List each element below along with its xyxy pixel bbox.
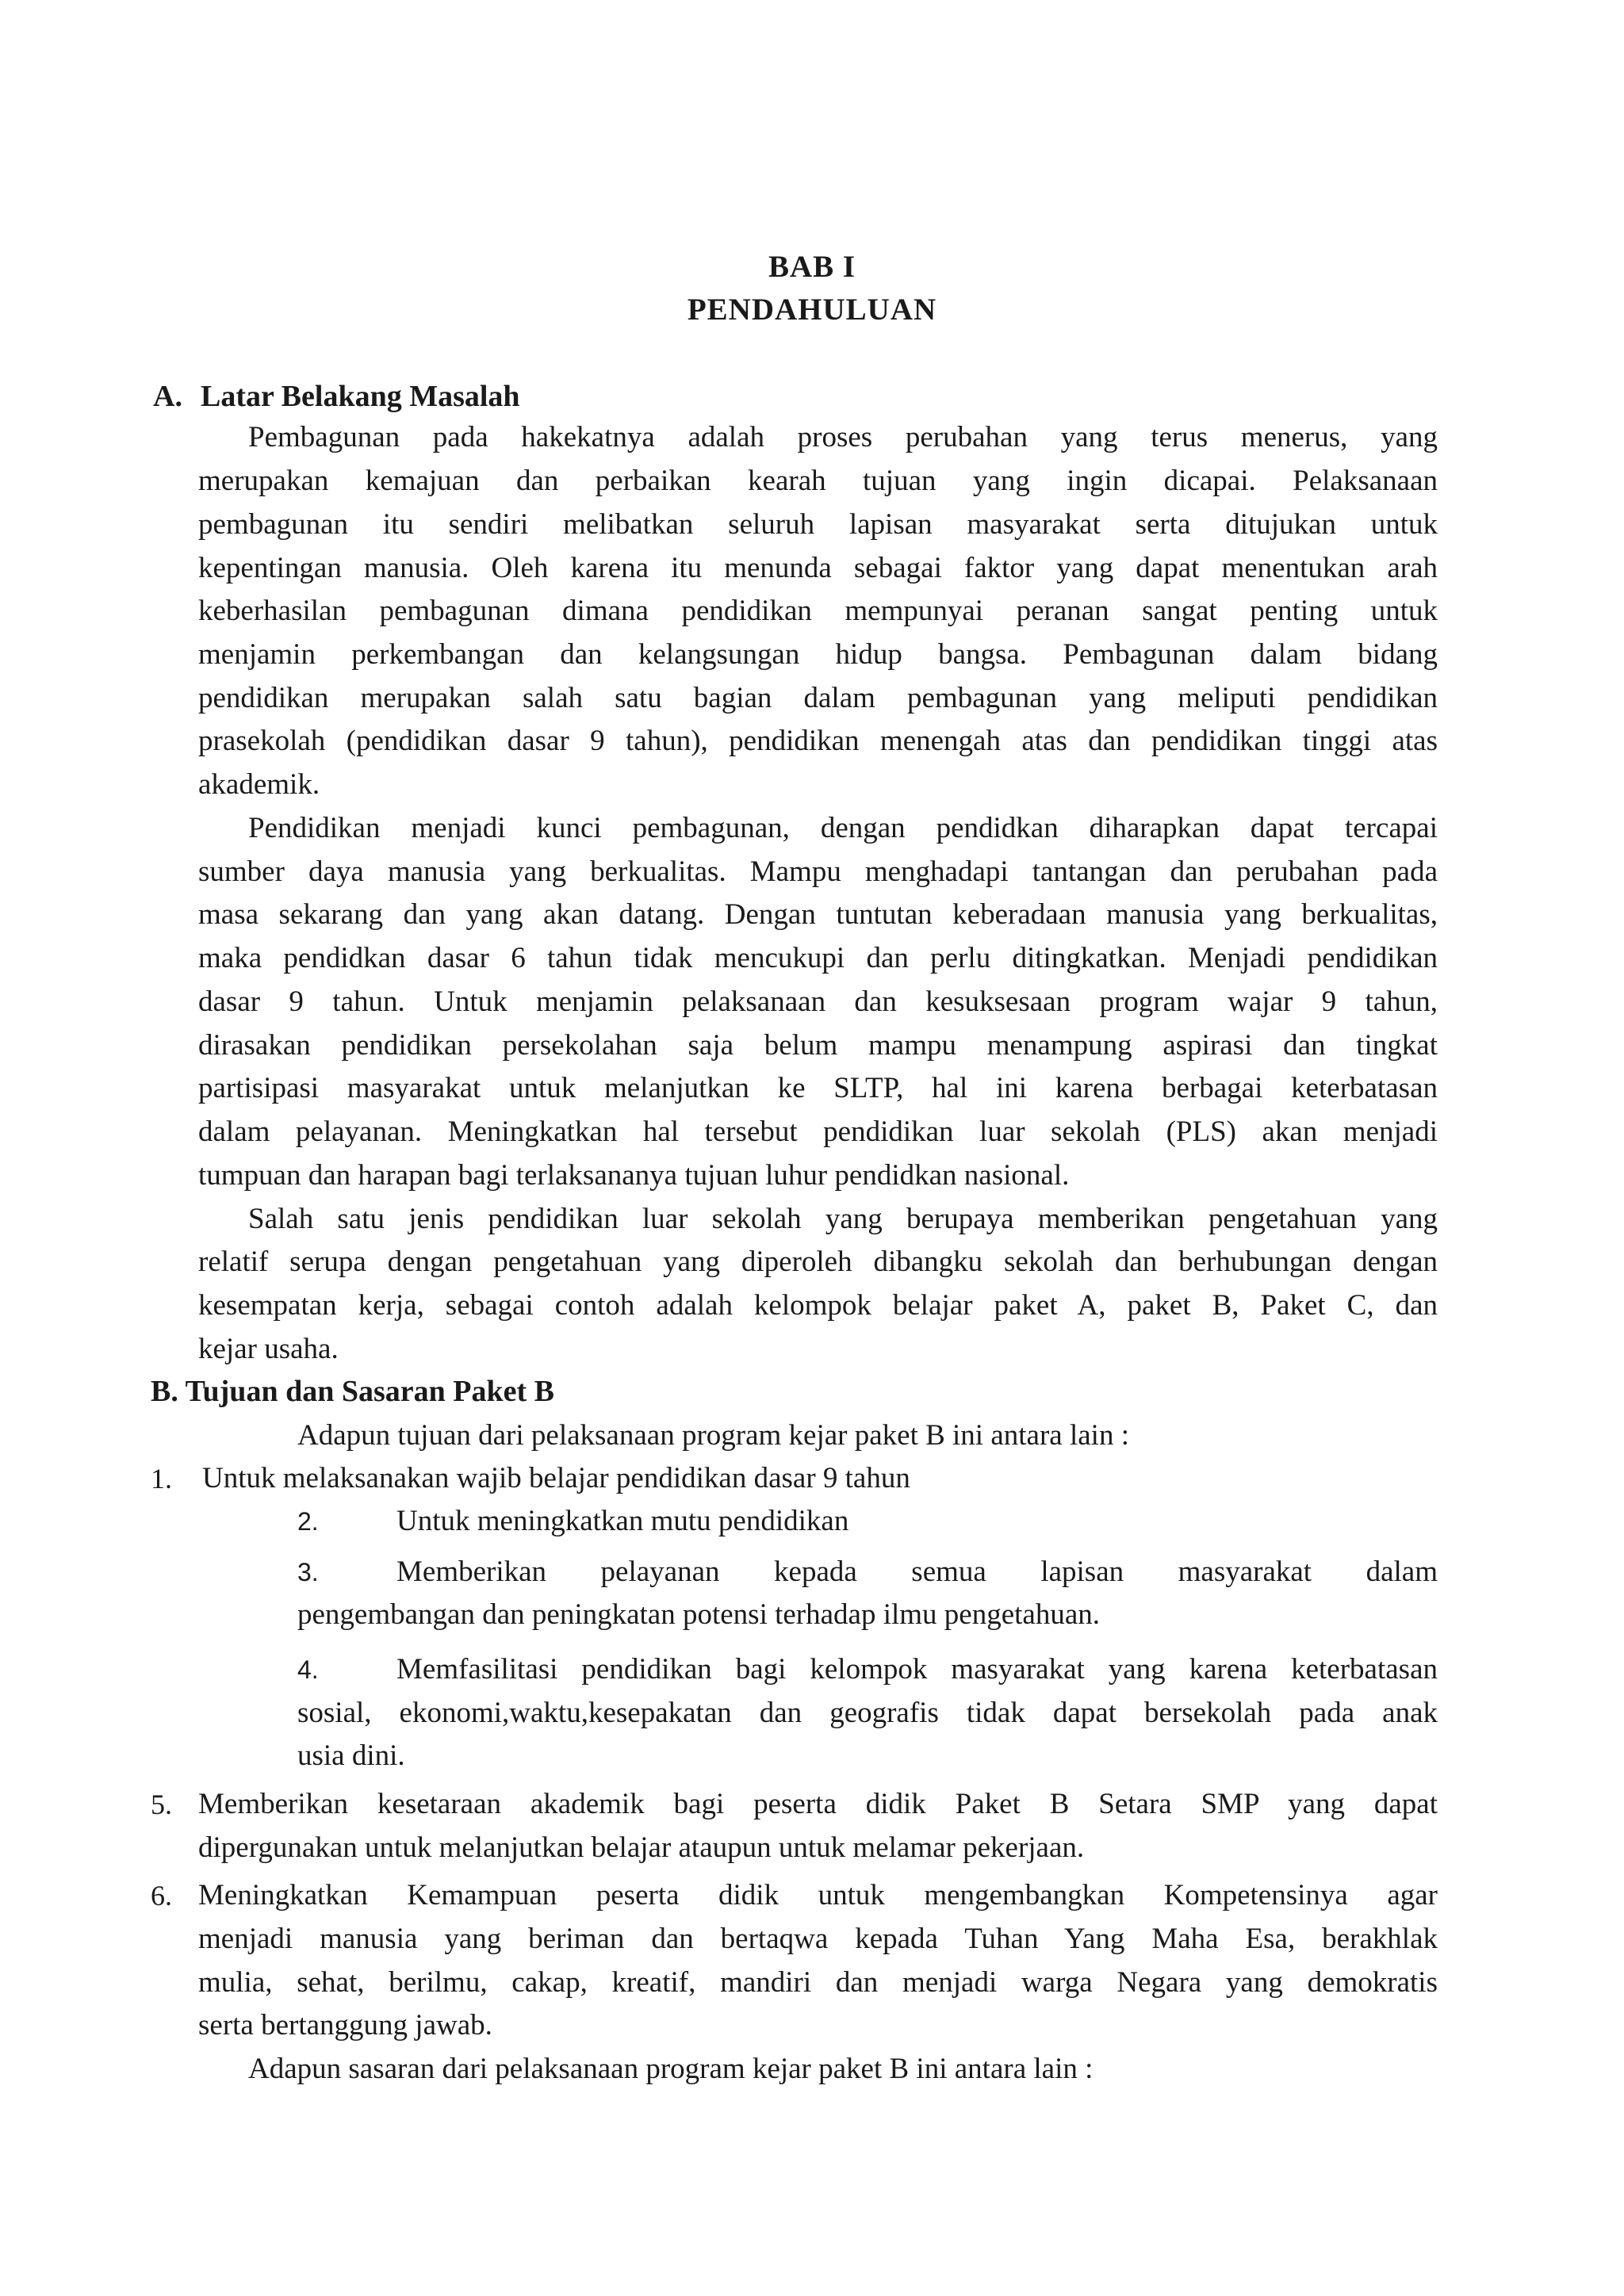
list-item-number: 2.: [297, 1507, 319, 1536]
list-item-text: dipergunakan untuk melanjutkan belajar ataupun untuk melamar pekerjaan.: [198, 1831, 1085, 1864]
paragraph-line: Salah satu jenis pendidikan luar sekolah yang berupaya memberikan pengetahuan yang: [248, 1203, 1438, 1235]
list-item-text: Memberikan kesetaraan akademik bagi peserta didik Paket B Setara SMP yang dapat: [198, 1788, 1438, 1820]
paragraph-line: prasekolah (pendidikan dasar 9 tahun), pendidikan menengah atas dan pendidikan tinggi atas: [198, 725, 1438, 757]
list-item-text: Untuk meningkatkan mutu pendidikan: [396, 1505, 849, 1537]
list-item-text: menjadi manusia yang beriman dan bertaqwa kepada Tuhan Yang Maha Esa, berakhlak: [198, 1923, 1438, 1955]
paragraph-line: partisipasi masyarakat untuk melanjutkan ke SLTP, hal ini karena berbagai keterbatasan: [198, 1072, 1438, 1104]
list-item-number: 4.: [297, 1655, 319, 1684]
list-item-text: Memberikan pelayanan kepada semua lapisan masyarakat dalam: [396, 1556, 1438, 1588]
paragraph-line: relatif serupa dengan pengetahuan yang diperoleh dibangku sekolah dan berhubungan dengan: [198, 1246, 1438, 1278]
list-item-text: sosial, ekonomi,waktu,kesepakatan dan geografis tidak dapat bersekolah pada anak: [297, 1697, 1438, 1729]
paragraph-line: keberhasilan pembagunan dimana pendidikan mempunyai peranan sangat penting untuk: [198, 595, 1438, 627]
list-item-text: Untuk melaksanakan wajib belajar pendidikan dasar 9 tahun: [202, 1462, 910, 1494]
paragraph-line: tumpuan dan harapan bagi terlaksananya tujuan luhur pendidkan nasional.: [198, 1159, 1070, 1192]
list-item-text: Meningkatkan Kemampuan peserta didik untuk mengembangkan Kompetensinya agar: [198, 1879, 1438, 1911]
paragraph-line: akademik.: [198, 768, 320, 801]
section-b-closing: Adapun sasaran dari pelaksanaan program kejar paket B ini antara lain :: [248, 2053, 1094, 2085]
list-item-number: 3.: [297, 1558, 319, 1586]
list-item-number: 6.: [151, 1880, 172, 1911]
list-item-number: 1.: [151, 1463, 172, 1494]
paragraph-line: dirasakan pendidikan persekolahan saja belum mampu menampung aspirasi dan tingkat: [198, 1029, 1438, 1062]
list-item-text: Memfasilitasi pendidikan bagi kelompok masyarakat yang karena keterbatasan: [396, 1653, 1438, 1686]
list-item-text: pengembangan dan peningkatan potensi terhadap ilmu pengetahuan.: [297, 1598, 1101, 1631]
paragraph-line: sumber daya manusia yang berkualitas. Mampu menghadapi tantangan dan perubahan pada: [198, 855, 1438, 888]
chapter-title: PENDAHULUAN: [687, 293, 937, 327]
paragraph-line: masa sekarang dan yang akan datang. Dengan tuntutan keberadaan manusia yang berkualitas,: [198, 898, 1438, 931]
chapter-number: BAB I: [768, 250, 856, 284]
list-item-text: usia dini.: [297, 1739, 405, 1772]
paragraph-line: kesempatan kerja, sebagai contoh adalah kelompok belajar paket A, paket B, Paket C, dan: [198, 1289, 1438, 1322]
paragraph-line: pembagunan itu sendiri melibatkan seluruh lapisan masyarakat serta ditujukan untuk: [198, 508, 1438, 541]
section-b-title: B. Tujuan dan Sasaran Paket B: [151, 1375, 554, 1408]
section-a-title: Latar Belakang Masalah: [201, 380, 520, 413]
paragraph-line: kepentingan manusia. Oleh karena itu menunda sebagai faktor yang dapat menentukan arah: [198, 552, 1438, 584]
section-b-intro: Adapun tujuan dari pelaksanaan program kejar paket B ini antara lain :: [297, 1419, 1129, 1452]
paragraph-line: menjamin perkembangan dan kelangsungan hidup bangsa. Pembagunan dalam bidang: [198, 638, 1438, 671]
paragraph-line: dasar 9 tahun. Untuk menjamin pelaksanaan dan kesuksesaan program wajar 9 tahun,: [198, 985, 1438, 1018]
paragraph-line: maka pendidkan dasar 6 tahun tidak mencukupi dan perlu ditingkatkan. Menjadi pendidikan: [198, 942, 1438, 974]
paragraph-line: Pendidikan menjadi kunci pembagunan, dengan pendidkan diharapkan dapat tercapai: [248, 812, 1438, 844]
list-item-text: mulia, sehat, berilmu, cakap, kreatif, mandiri dan menjadi warga Negara yang demokratis: [198, 1966, 1438, 1999]
paragraph-line: pendidikan merupakan salah satu bagian dalam pembagunan yang meliputi pendidikan: [198, 682, 1438, 714]
section-a-label: A.: [153, 380, 182, 413]
paragraph-line: Pembagunan pada hakekatnya adalah proses perubahan yang terus menerus, yang: [248, 421, 1438, 453]
paragraph-line: merupakan kemajuan dan perbaikan kearah tujuan yang ingin dicapai. Pelaksanaan: [198, 465, 1438, 497]
paragraph-line: dalam pelayanan. Meningkatkan hal tersebut pendidikan luar sekolah (PLS) akan menjadi: [198, 1115, 1438, 1148]
list-item-number: 5.: [151, 1789, 172, 1820]
list-item-text: serta bertanggung jawab.: [198, 2009, 492, 2042]
paragraph-line: kejar usaha.: [198, 1333, 339, 1365]
